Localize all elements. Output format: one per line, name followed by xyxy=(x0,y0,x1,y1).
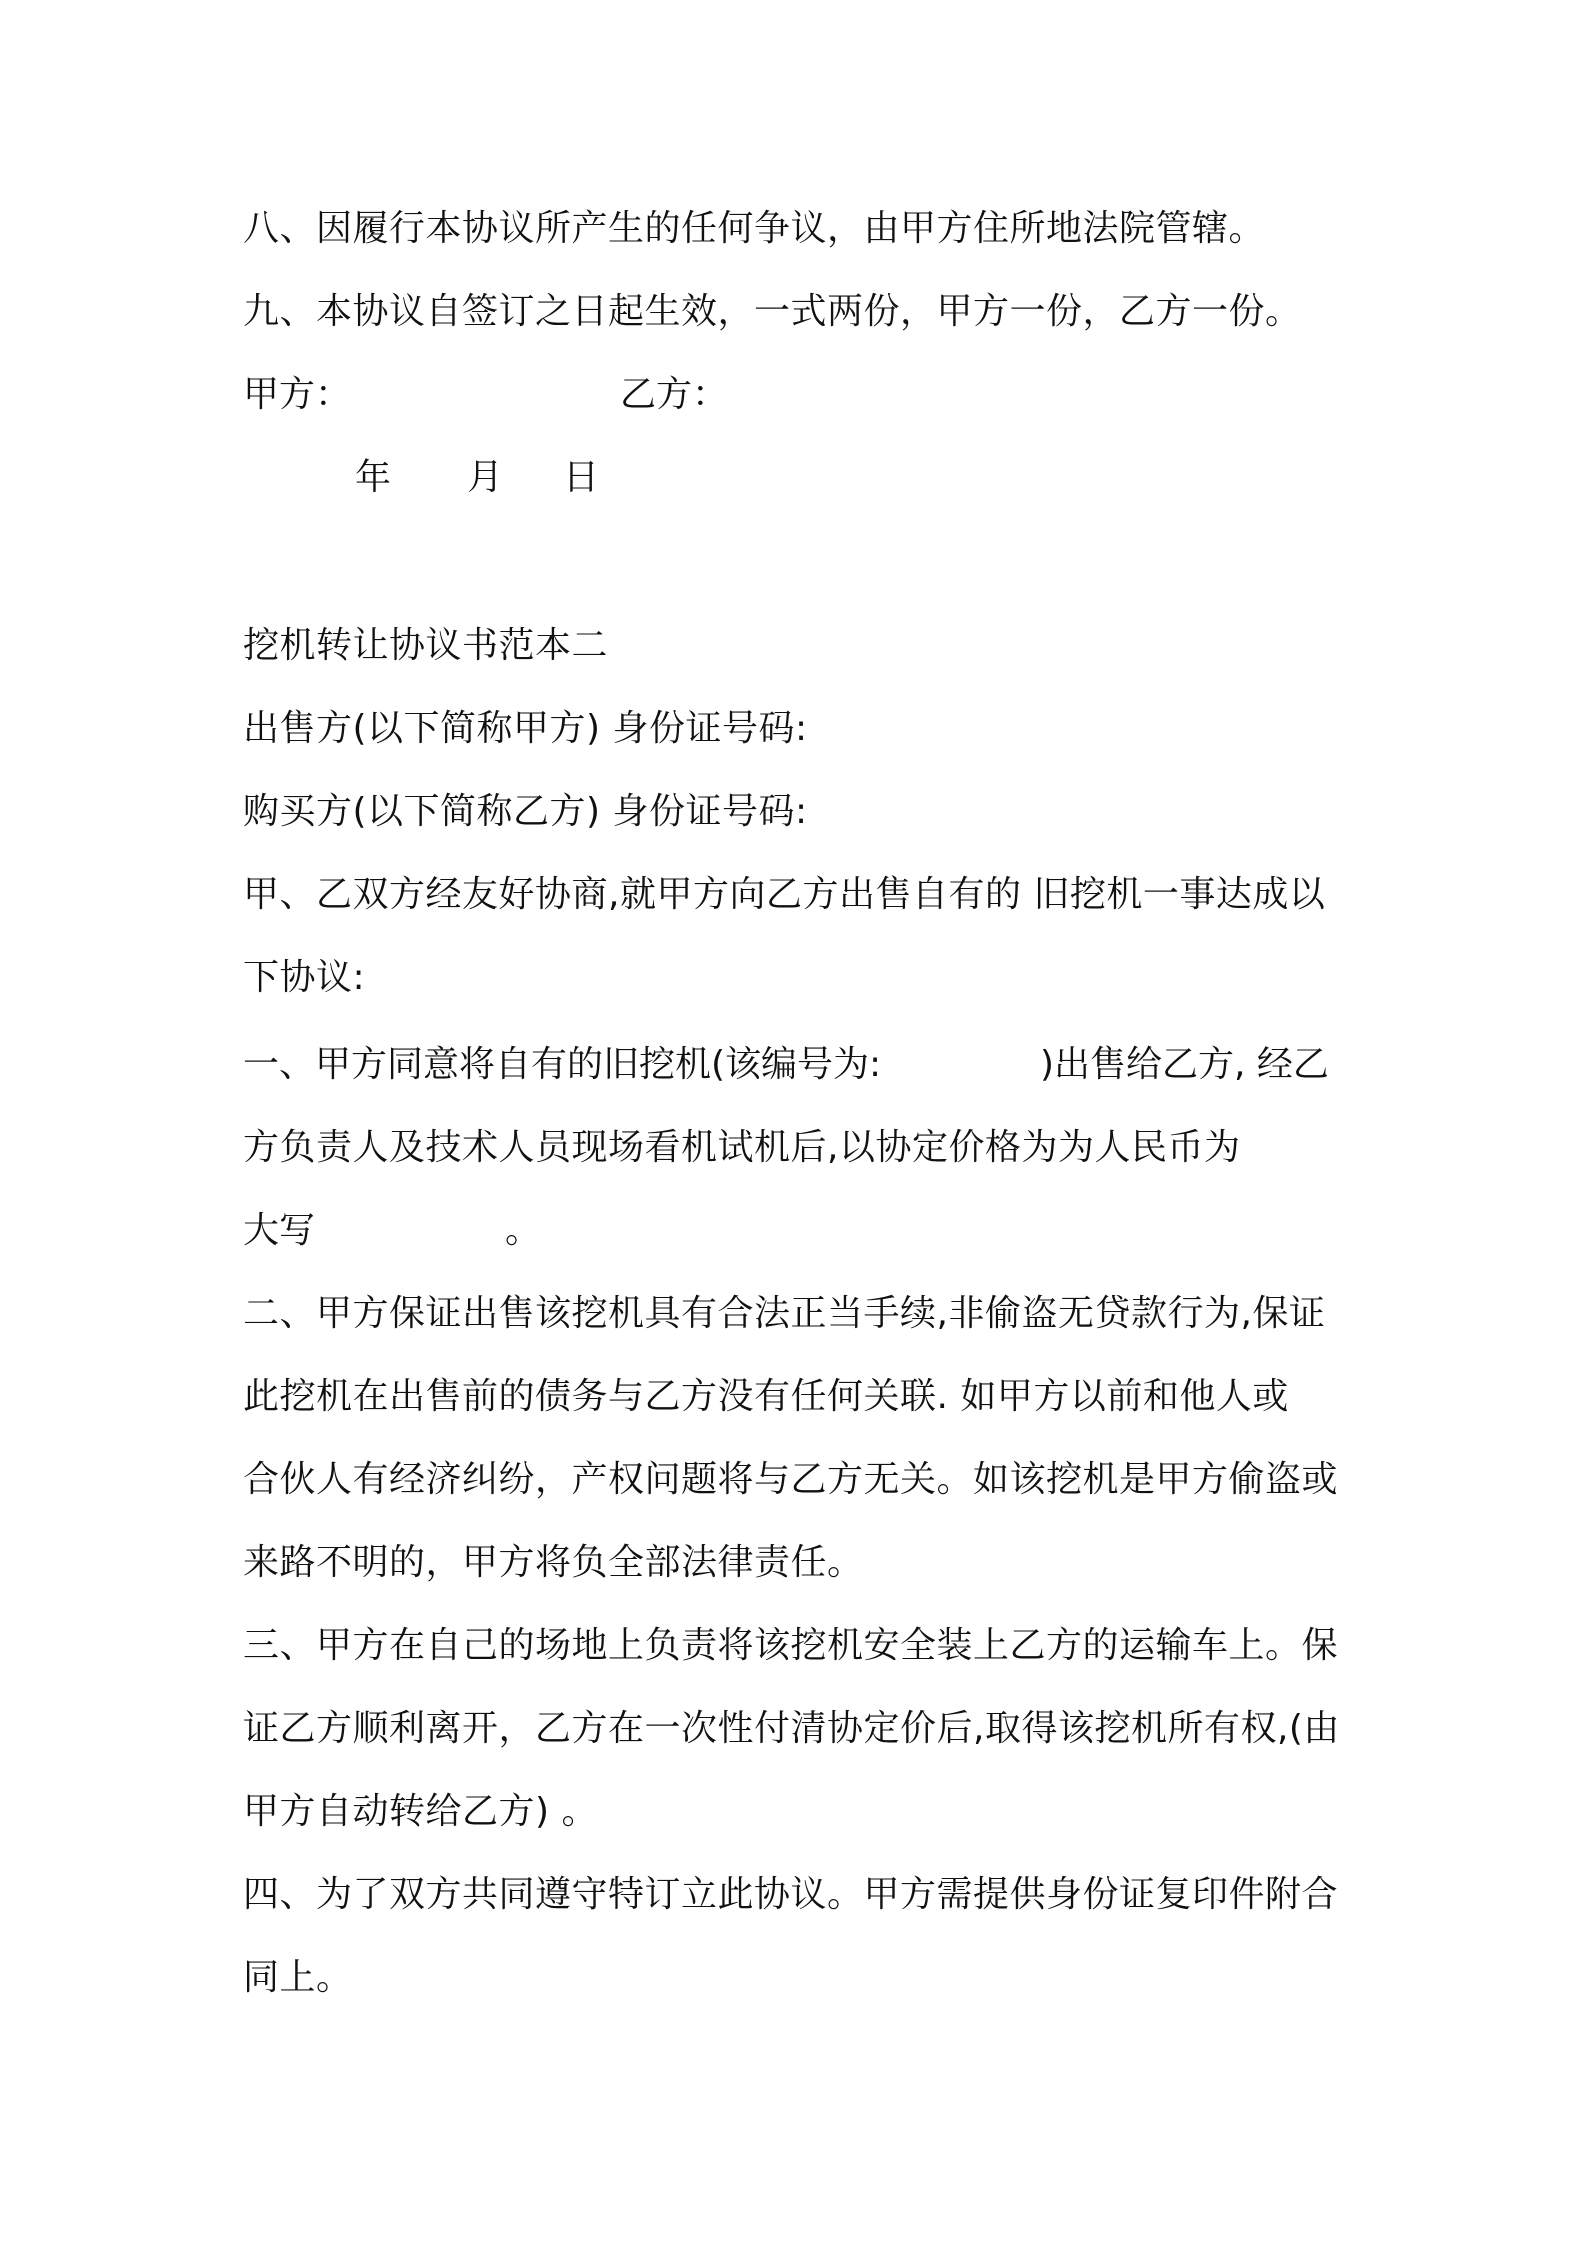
document-title: 挖机转让协议书范本二 xyxy=(243,625,609,666)
intro-line: 下协议: xyxy=(243,957,366,998)
article-1-line-3-end: 。 xyxy=(505,1210,542,1251)
article-3-line: 三、甲方在自己的场地上负责将该挖机安全装上乙方的运输车上。保 xyxy=(243,1625,1339,1666)
article-2-line: 来路不明的，甲方将负全部法律责任。 xyxy=(243,1542,864,1583)
article-2-line: 合伙人有经济纠纷，产权问题将与乙方无关。如该挖机是甲方偷盗或 xyxy=(243,1459,1339,1500)
article-4-line: 四、为了双方共同遵守特订立此协议。甲方需提供身份证复印件附合 xyxy=(243,1874,1339,1915)
party-a-label: 甲方： xyxy=(243,374,352,415)
date-month: 月 xyxy=(467,457,504,498)
clause-9: 九、本协议自签订之日起生效，一式两份，甲方一份，乙方一份。 xyxy=(243,291,1302,332)
article-3-line: 甲方自动转给乙方) 。 xyxy=(243,1791,598,1832)
article-1-line-1-start: 一、甲方同意将自有的旧挖机(该编号为: xyxy=(243,1044,882,1085)
article-1-line-2: 方负责人及技术人员现场看机试机后,以协定价格为为人民币为 xyxy=(243,1127,1241,1168)
date-year: 年 xyxy=(355,457,392,498)
seller-line: 出售方(以下简称甲方) 身份证号码: xyxy=(243,708,808,749)
article-3-line: 证乙方顺利离开，乙方在一次性付清协定价后,取得该挖机所有权,(由 xyxy=(243,1708,1340,1749)
intro-line: 甲、乙双方经友好协商,就甲方向乙方出售自有的 旧挖机一事达成以 xyxy=(243,874,1326,915)
date-day: 日 xyxy=(563,457,600,498)
party-b-label: 乙方： xyxy=(620,374,729,415)
buyer-line: 购买方(以下简称乙方) 身份证号码: xyxy=(243,791,808,832)
clause-8: 八、因履行本协议所产生的任何争议，由甲方住所地法院管辖。 xyxy=(243,208,1266,249)
article-1-line-3-start: 大写 xyxy=(243,1210,316,1251)
article-2-line: 此挖机在出售前的债务与乙方没有任何关联. 如甲方以前和他人或 xyxy=(243,1376,1289,1417)
article-4-line: 同上。 xyxy=(243,1957,353,1998)
article-2-line: 二、甲方保证出售该挖机具有合法正当手续,非偷盗无贷款行为,保证 xyxy=(243,1293,1326,1334)
article-1-line-1-end: )出售给乙方, 经乙 xyxy=(1040,1044,1329,1085)
